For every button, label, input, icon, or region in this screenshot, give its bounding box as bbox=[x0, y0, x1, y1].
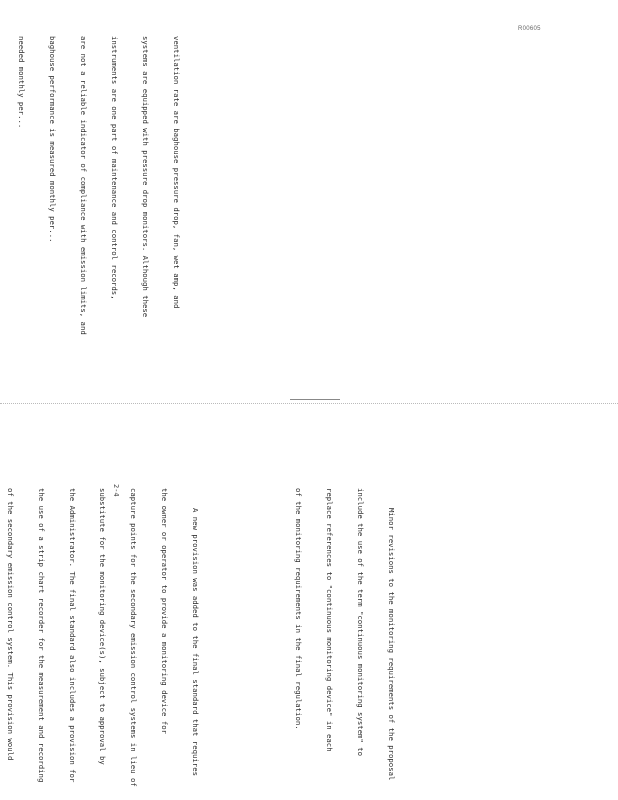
lower-paragraph-2 bbox=[0, 488, 221, 787]
page-divider-short bbox=[290, 399, 340, 400]
text-line: the use of a strip chart recorder for the measurement and recording bbox=[36, 488, 46, 783]
upper-paragraph-1 bbox=[0, 36, 201, 337]
text-line: the Administrator. The final standard also includes a provision for bbox=[67, 488, 77, 783]
lower-text-column bbox=[0, 488, 437, 787]
text-line: replace references to "continuous monitoring device" in each bbox=[325, 488, 335, 752]
text-line: needed monthly per... bbox=[17, 36, 27, 129]
text-line: baghouse performance is measured monthly per... bbox=[48, 36, 58, 243]
text-line: capture points for the secondary emission control systems in lieu of bbox=[129, 488, 139, 787]
text-line: systems are equipped with pressure drop monitors. Although these bbox=[140, 36, 150, 318]
text-line: A new provision was added to the final standard that requires bbox=[191, 508, 201, 776]
page-number: 2-4 bbox=[112, 484, 120, 497]
text-line: instruments are one part of maintenance and control records, bbox=[110, 36, 120, 300]
text-line: Minor revisions to the monitoring requirements of the proposal bbox=[386, 508, 396, 781]
page-divider bbox=[0, 403, 618, 404]
text-line: ventilation rate are baghouse pressure drop, fan, wet amp, and bbox=[171, 36, 181, 309]
text-line: substitute for the monitoring device(s), subject to approval by bbox=[98, 488, 108, 765]
upper-text-column bbox=[0, 36, 222, 337]
text-line: are not a reliable indicator of compliance with emission limits, and bbox=[79, 36, 89, 335]
lower-paragraph-1 bbox=[272, 488, 416, 787]
text-line: the owner or operator to provide a monitoring device for bbox=[160, 488, 170, 735]
document-stamp: R00605 bbox=[518, 26, 541, 32]
text-line: include the use of the term "continuous monitoring system" to bbox=[355, 488, 365, 756]
text-line: of the secondary emission control system. This provision would bbox=[5, 488, 15, 761]
text-line: of the monitoring requirements in the final regulation. bbox=[294, 488, 304, 730]
